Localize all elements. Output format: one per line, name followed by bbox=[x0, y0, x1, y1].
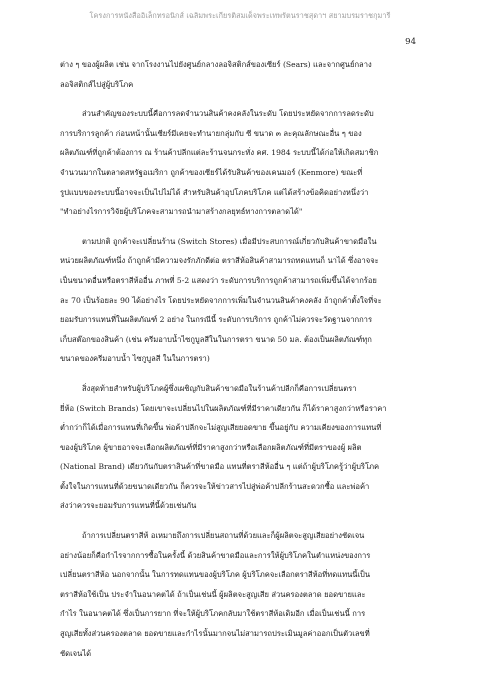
text-line: ต่ำกว่าก็ได้เมื่อการแทนที่เกิดขึ้น พ่อค้าปลีกจะไม่สูญเสียยอดขาย ขึ้นอยู่กับ ความเคียงของการแทนที่ bbox=[60, 423, 382, 433]
text-line: ขนาดของครีมอาบน้ำ ไซกูบูลสี ในในการตรา) bbox=[60, 354, 210, 364]
text-line: ยอมรับการแทนที่ในผลิตภัณฑ์ 2 อย่าง ในกรณีนี้ ระดับการบริการ ถูกค้าไม่ควรจะวัดฐานจากการ bbox=[60, 315, 373, 325]
page-header: โครงการหนังสืออิเล็กทรอนิกส์ เฉลิมพระเกียรติสมเด็จพระเทพรัตนราชสุดาฯ สยามบรมราชกุมารี bbox=[89, 11, 391, 20]
text-line: สิ่งสุดท้ายสำหรับผู้บริโภคผู้ซึ่งเผชิญกับสินค้าขาดมือในร้านค้าปลีกก็คือการเปลี่ยนตรา bbox=[82, 383, 357, 393]
text-line: การบริการลูกค้า ก่อนหน้านั้นเซียร์มีเคยจะทำนายกลุ่มกับ ซี ขนาด ๓ ละคุณลักษณะอื่น ๆ ของ bbox=[60, 128, 362, 138]
text-line: จำนวนมากในตลาดสหรัฐอเมริกา ถูกค้าของเซียร์ได้รับสินค้าของเคนมอร์ (Kenmore) ขณะที่ bbox=[60, 167, 363, 177]
text-line: เป็นขนาดอื่นหรือตราสีห้ออื่น ภาพที่ 5-2 แสดงว่า ระดับการบริการถูกค้าสามารถเพิ่มขึ้นได้จากร้อย bbox=[60, 275, 377, 285]
text-line: ยี่ห้อ (Switch Brands) โดยเขาจะเปลี่ยนไปในผลิตภัณฑ์ที่มีราคาเดียวกัน ก็ได้ราคาสูงกว่าหรือราคา bbox=[60, 403, 387, 413]
text-line: ตามปกติ ถูกค้าจะเปลี่ยนร้าน (Switch Stores) เมื่อมีประสบการณ์เกี่ยวกับสินค้าขาดมือใน bbox=[82, 236, 377, 246]
text-line: ตั้งใจในการแทนที่ด้วยขนาดเดียวกัน ก็ควรจะให้ข่าวสารไปสู่พ่อค้าปลีกร้านสะดวกซื้อ และพ่อค้า bbox=[60, 481, 370, 491]
paragraph bbox=[60, 104, 428, 222]
text-line: ส่งว่าควรจะยอมรับการแทนที่นี้ด้วยเช่นกัน bbox=[60, 501, 197, 511]
body-text bbox=[60, 55, 428, 663]
text-line: กำไร ในอนาคตได้ ซึ่งเป็นการยาก ที่จะให้ผู้บริโภคกลับมาใช้ตราสีห้อเดิมอีก เมื่อเป็นเช่นนี้ การ bbox=[60, 609, 366, 619]
text-line: ตราสีห้อใช้เป็น ประจำในอนาคตได้ ถ้าเป็นเช่นนี้ ผู้ผลิตจะสูญเสีย ส่วนครองตลาด ยอดขายและ bbox=[60, 589, 366, 599]
paragraph bbox=[60, 55, 428, 94]
text-line: อย่างน้อยก็คือกำไรจากการซื้อในครั้งนี้ ด้วยสินค้าขาดมือและการให้ผู้บริโภคในตำแหน่งของการ bbox=[60, 550, 371, 560]
text-line: (National Brand) เดียวกันกับตราสินค้าที่ขาดมือ แทนที่ตราสีห้ออื่น ๆ แต่ถ้าผู้บริโภครู้ว่าผู้บริโภค bbox=[60, 462, 380, 472]
page-number: 94 bbox=[405, 37, 416, 47]
paragraph bbox=[60, 232, 428, 369]
text-line: สูญเสียทั้งส่วนครองตลาด ยอดขายและกำไรนั้นมากจนไม่สามารถประเมินมูลค่าออกเป็นตัวเลขที่ bbox=[60, 629, 370, 639]
text-line: ชัดเจนได้ bbox=[60, 648, 92, 658]
text-line: ลอจิสติกส์ไปสู่ผู้บริโภค bbox=[60, 79, 134, 89]
text-line: ส่วนสำคัญของระบบนี้คือการลดจำนวนสินค้าคงคลังในระดับ โดยประหยัดจากการลดระดับ bbox=[82, 109, 374, 119]
text-line: "ทำอย่างไรการวิจัยผู้บริโภคจะสามารถนำมาสร้างกลยุทธ์ทางการตลาดได้" bbox=[60, 207, 303, 217]
text-line: เปลี่ยนตราสีห้อ นอกจากนั้น ในการทดแทนของผู้บริโภค ผู้บริโภคจะเลือกตราสีห้อที่ทดแทนนี้เป็น bbox=[60, 570, 371, 580]
paragraph bbox=[60, 379, 428, 516]
text-line: หน่วยผลิตภัณฑ์หนึ่ง ถ้าถูกค้ามีความจงรักภักดีต่อ ตราสีห้อสินค้าสามารถทดแทนก็ นาได้ ซึ่งอาจจะ bbox=[60, 256, 379, 266]
text-line: เก็บสต๊อกของสินค้า (เช่น ครีมอาบน้ำไซกูบูลสีในในการตรา ขนาด 50 มล. ต้องเป็นผลิตภัณฑ์ทุก bbox=[60, 334, 372, 344]
paragraph bbox=[60, 526, 428, 663]
text-line: ละ 70 เป็นร้อยละ 90 ได้อย่างไร โดยประหยัดจากการเพิ่มในจำนวนสินค้าคงคลัง ถ้าถูกค้าตั้งใจที่จะ bbox=[60, 295, 382, 305]
text-line: ถ้าการเปลี่ยนตราสีห้ อเหมายถึงการเปลี่ยนสถานที่ด้วยและก็ผู้ผลิตจะสูญเสียอย่างชัดเจน bbox=[82, 531, 365, 541]
text-line: ผลิตภัณฑ์ที่ถูกค้าต้องการ ณ ร้านค้าปลีกแต่ละร้านจนกระทั่ง คศ. 1984 ระบบนี้ได้ก่อให้เกิดสมาชิก bbox=[60, 148, 379, 158]
text-line: ต่าง ๆ ของผู้ผลิต เช่น จากโรงงานไปยังศูนย์กลางลอจิสติกส์ของเซียร์ (Sears) และจากศูนย์กลาง bbox=[60, 60, 372, 69]
text-line: ของผู้บริโภค ผู้ขายอาจจะเลือกผลิตภัณฑ์ที่มีราคาสูงกว่าหรือเลือกผลิตภัณฑ์ที่มีตราของผู้ ผลิต bbox=[60, 442, 362, 452]
text-line: รูปแบบของระบบนี้อาจจะเป็นไปไม่ได้ สำหรับสินค้าอุปโภคบริโภค แต่ได้สร้างข้อคิดอย่างหนึ่งว่า bbox=[60, 187, 369, 197]
